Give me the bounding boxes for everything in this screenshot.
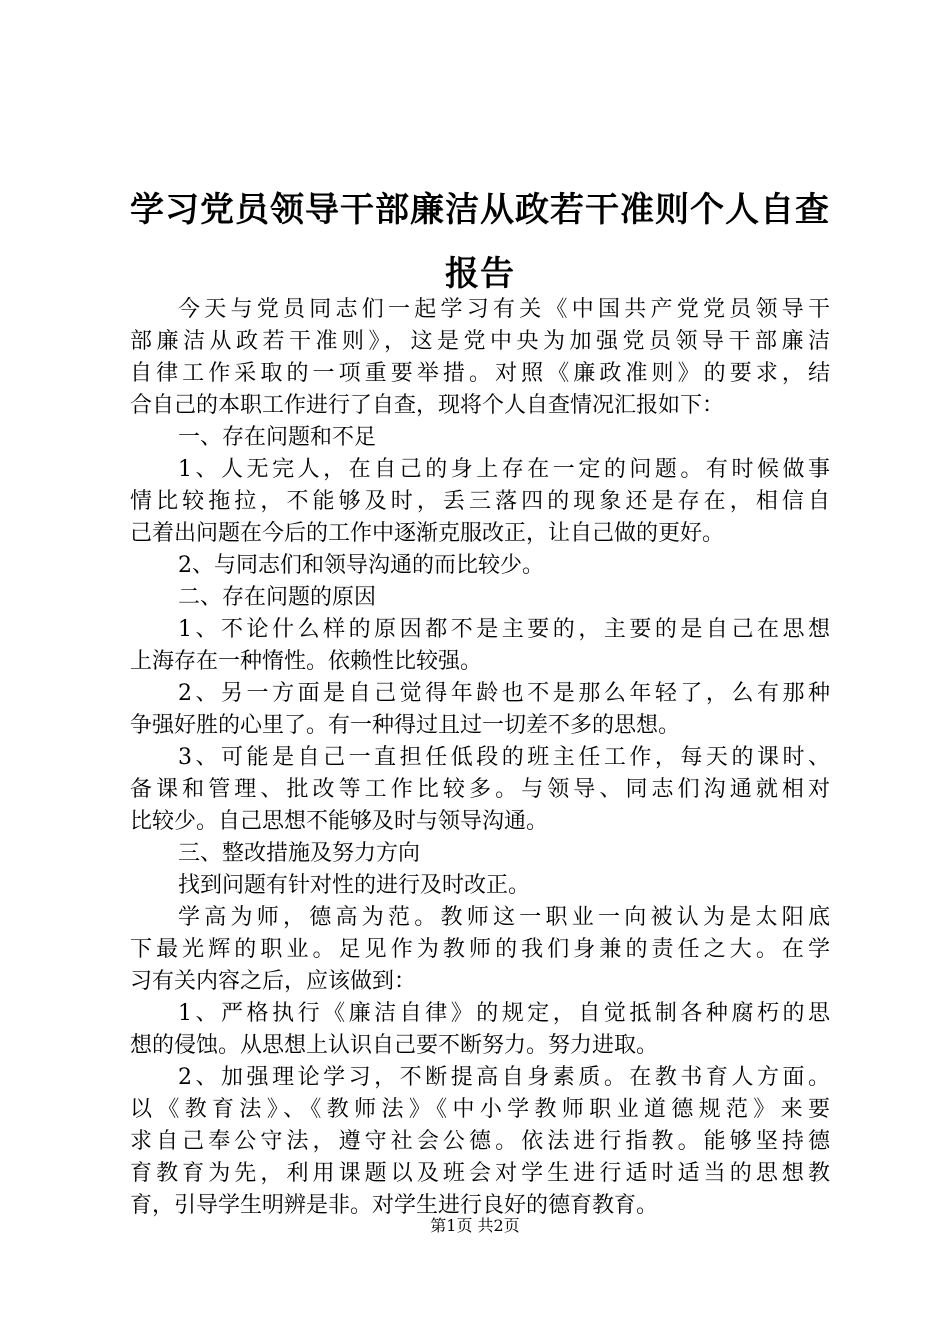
text-line: 1、不论什么样的原因都不是主要的，主要的是自己在思想: [178, 617, 830, 642]
text-line: 上海存在一种惰性。依赖性比较强。: [130, 649, 483, 674]
text-line: 找到问题有针对性的进行及时改正。: [178, 873, 531, 898]
document-title: [110, 178, 850, 306]
text-line: 求自己奉公守法，遵守社会公德。依法进行指教。能够坚持德: [130, 1129, 830, 1154]
text-line: 二、存在问题的原因: [178, 585, 377, 610]
text-line: 下最光辉的职业。足见作为教师的我们身兼的责任之大。在学: [130, 937, 830, 962]
text-line: 部廉洁从政若干准则》，这是党中央为加强党员领导干部廉洁: [130, 329, 830, 354]
text-line: 2、加强理论学习，不断提高自身素质。在教书育人方面。: [178, 1065, 830, 1090]
text-line: 情比较拖拉，不能够及时，丢三落四的现象还是存在，相信自: [130, 489, 830, 514]
text-line: 育，引导学生明辨是非。对学生进行良好的德育教育。: [130, 1193, 659, 1218]
text-line: 争强好胜的心里了。有一种得过且过一切差不多的思想。: [130, 713, 681, 738]
text-line: 想的侵蚀。从思想上认识自己要不断努力。努力进取。: [130, 1033, 659, 1058]
title-line-1: 学习党员领导干部廉洁从政若干准则个人自查: [130, 190, 830, 230]
text-line: 3、可能是自己一直担任低段的班主任工作，每天的课时、: [178, 745, 830, 770]
text-line: 合自己的本职工作进行了自查，现将个人自查情况汇报如下：: [130, 393, 725, 418]
title-line-2: 报告: [445, 254, 515, 294]
text-line: 2、另一方面是自己觉得年龄也不是那么年轻了，么有那种: [178, 681, 830, 706]
text-line: 今天与党员同志们一起学习有关《中国共产党党员领导干: [178, 297, 830, 322]
text-line: 以《教育法》、《教师法》《中小学教师职业道德规范》来要: [130, 1097, 830, 1122]
text-line: 自律工作采取的一项重要举措。对照《廉政准则》的要求，结: [130, 361, 830, 386]
page-footer: 第1页 共2页: [430, 1216, 520, 1235]
text-line: 1、人无完人，在自己的身上存在一定的问题。有时候做事: [178, 457, 830, 482]
text-line: 三、整改措施及努力方向: [178, 841, 421, 866]
text-line: 比较少。自己思想不能够及时与领导沟通。: [130, 809, 549, 834]
text-line: 1、严格执行《廉洁自律》的规定，自觉抵制各种腐朽的思: [178, 1001, 830, 1026]
text-line: 育教育为先，利用课题以及班会对学生进行适时适当的思想教: [130, 1161, 830, 1186]
text-line: 习有关内容之后，应该做到：: [130, 969, 417, 994]
text-line: 学高为师，德高为范。教师这一职业一向被认为是太阳底: [178, 905, 830, 930]
text-line: 备课和管理、批改等工作比较多。与领导、同志们沟通就相对: [130, 777, 830, 802]
text-line: 2、与同志们和领导沟通的而比较少。: [178, 553, 544, 578]
text-line: 己着出问题在今后的工作中逐渐克服改正，让自己做的更好。: [130, 521, 725, 546]
document-body: [130, 294, 830, 1222]
text-line: 一、存在问题和不足: [178, 425, 377, 450]
